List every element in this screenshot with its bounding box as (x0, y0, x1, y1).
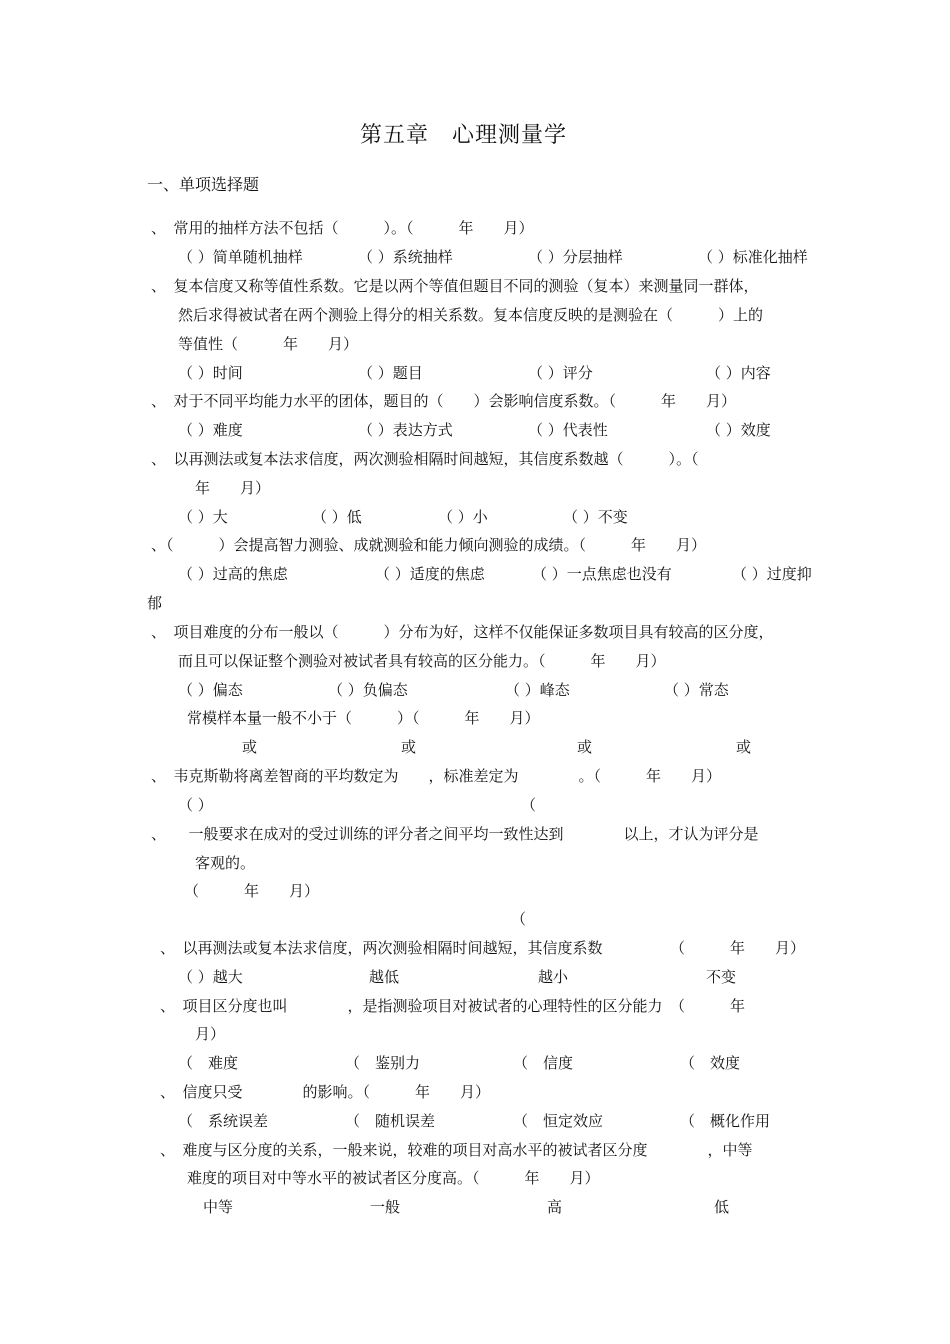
q13-option-a: 中等 (203, 1198, 234, 1216)
q7-option-c: 或 (577, 738, 593, 756)
q13-option-d: 低 (714, 1198, 730, 1216)
q5-option-a: （ ）过高的焦虑 (178, 565, 288, 583)
q4-option-c: （ ）小 (438, 508, 488, 526)
question-12-stem: 、 信度只受 的影响。（ 年 月） (160, 1083, 491, 1101)
q2-option-c: （ ）评分 (528, 364, 593, 382)
q11-option-b: （ 鉴别力 (345, 1054, 421, 1072)
question-7-stem: 常模样本量一般不小于（ ）（ 年 月） (187, 709, 540, 727)
q12-option-b: （ 随机误差 (345, 1112, 436, 1130)
q10-option-a: （ ）越大 (178, 968, 243, 986)
q10-option-b: 越低 (369, 968, 400, 986)
q3-option-d: （ ）效度 (706, 421, 771, 439)
question-9-stem: 、 一般要求在成对的受过训练的评分者之间平均一致性达到 以上，才认为评分是 (151, 825, 759, 843)
q13-option-b: 一般 (370, 1198, 401, 1216)
q4-option-a: （ ）大 (178, 508, 228, 526)
q11-option-a: （ 难度 (178, 1054, 239, 1072)
question-13-stem: 、 难度与区分度的关系，一般来说，较难的项目对高水平的被试者区分度 ，中等 (160, 1141, 753, 1159)
q4-option-d: （ ）不变 (563, 508, 628, 526)
question-4-stem-cont: 年 月） (195, 479, 271, 497)
q3-option-a: （ ）难度 (178, 421, 243, 439)
q10-option-d: 不变 (706, 968, 737, 986)
question-1-stem: 、 常用的抽样方法不包括（ ）。（ 年 月） (151, 219, 534, 237)
question-3-stem: 、 对于不同平均能力水平的团体，题目的（ ）会影响信度系数。（ 年 月） (151, 392, 737, 410)
q2-option-b: （ ）题目 (358, 364, 423, 382)
q1-option-a: （ ）简单随机抽样 (178, 248, 303, 266)
q6-option-c: （ ）峰态 (505, 681, 570, 699)
q1-option-c: （ ）分层抽样 (528, 248, 623, 266)
q5-option-c: （ ）一点焦虑也没有 (532, 565, 672, 583)
q8-option-a: （ ） (178, 796, 213, 814)
question-9-stem-cont: 客观的。 (195, 854, 256, 872)
q11-option-c: （ 信度 (513, 1054, 574, 1072)
q8-option-b: （ (521, 796, 537, 814)
q5-option-d: （ ）过度抑 (732, 565, 812, 583)
q1-option-d: （ ）标准化抽样 (698, 248, 808, 266)
q11-option-d: （ 效度 (680, 1054, 741, 1072)
question-2-stem-cont: 然后求得被试者在两个测验上得分的相关系数。复本信度反映的是测验在（ ）上的 (178, 306, 764, 324)
q7-option-b: 或 (401, 738, 417, 756)
question-9-date: （ 年 月） (184, 882, 320, 900)
question-4-stem: 、 以再测法或复本法求信度，两次测验相隔时间越短，其信度系数越（ ）。（ (151, 450, 699, 468)
page-title: 第五章 心理测量学 (360, 123, 568, 148)
q5-option-b: （ ）适度的焦虑 (375, 565, 485, 583)
q10-option-c: 越小 (538, 968, 569, 986)
q2-option-a: （ ）时间 (178, 364, 243, 382)
q2-option-d: （ ）内容 (706, 364, 771, 382)
q12-option-d: （ 概化作用 (680, 1112, 771, 1130)
question-8-stem: 、 韦克斯勒将离差智商的平均数定为 ，标准差定为 。（ 年 月） (151, 767, 722, 785)
q7-option-a: 或 (242, 738, 258, 756)
q6-option-d: （ ）常态 (664, 681, 729, 699)
question-10-stem: 、 以再测法或复本法求信度，两次测验相隔时间越短，其信度系数 （ 年 月） (160, 939, 806, 957)
q3-option-c: （ ）代表性 (528, 421, 608, 439)
q12-option-a: （ 系统误差 (178, 1112, 269, 1130)
question-6-stem: 、 项目难度的分布一般以（ ）分布为好，这样不仅能保证多数项目具有较高的区分度， (151, 623, 774, 641)
question-5-stem: 、（ ）会提高智力测验、成就测验和能力倾向测验的成绩。（ 年 月） (151, 536, 707, 554)
question-11-stem: 、 项目区分度也叫 ，是指测验项目对被试者的心理特性的区分能力 （ 年 (160, 997, 746, 1015)
q6-option-b: （ ）负偏态 (328, 681, 408, 699)
q13-option-c: 高 (547, 1198, 563, 1216)
q1-option-b: （ ）系统抽样 (358, 248, 453, 266)
question-2-stem: 、 复本信度又称等值性系数。它是以两个等值但题目不同的测验（复本）来测量同一群体， (151, 277, 759, 295)
question-13-stem-cont: 难度的项目对中等水平的被试者区分度高。（ 年 月） (187, 1169, 600, 1187)
q9-option: （ (511, 910, 527, 928)
q7-option-d: 或 (736, 738, 752, 756)
q3-option-b: （ ）表达方式 (358, 421, 453, 439)
question-6-stem-cont: 而且可以保证整个测验对被试者具有较高的区分能力。（ 年 月） (178, 652, 666, 670)
q4-option-b: （ ）低 (312, 508, 362, 526)
question-11-stem-cont: 月） (195, 1025, 226, 1043)
section-heading: 一、单项选择题 (147, 175, 260, 194)
q5-option-d-wrap: 郁 (147, 594, 163, 612)
q6-option-a: （ ）偏态 (178, 681, 243, 699)
q12-option-c: （ 恒定效应 (513, 1112, 604, 1130)
question-2-stem-cont: 等值性（ 年 月） (178, 335, 359, 353)
